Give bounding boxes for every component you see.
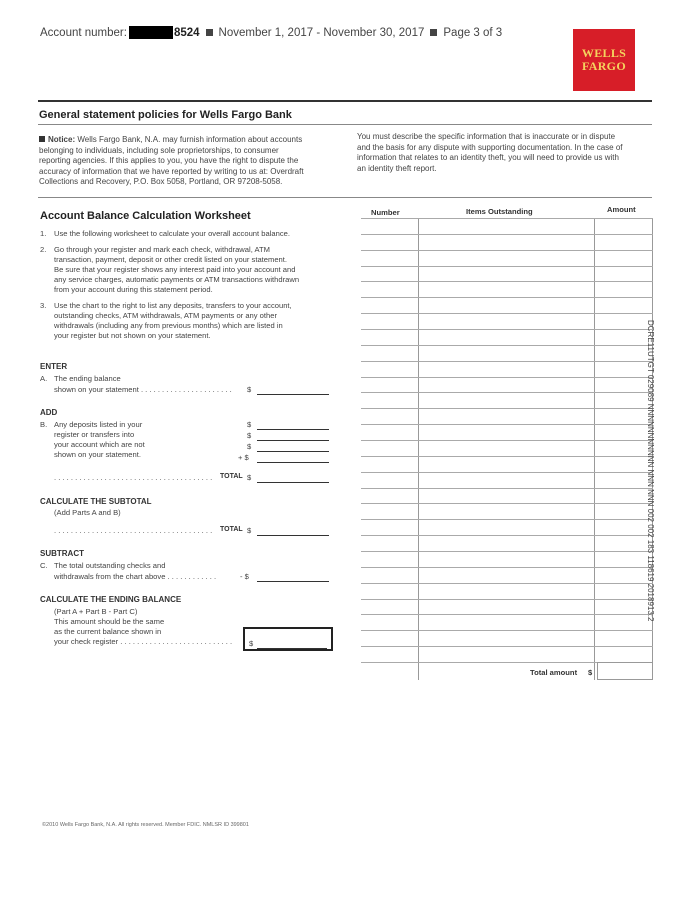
col-items-header: Items Outstanding [466,207,533,216]
table-row-line [361,472,653,473]
step-line: outstanding checks, ATM withdrawals, ATM payments or any other [54,311,277,320]
enter-line-2: shown on your statement . . . . . . . . . . . . . . . . . . . . . . [54,385,232,394]
ending-heading: CALCULATE THE ENDING BALANCE [40,595,182,604]
wells-fargo-logo [573,29,635,91]
add-total-dollar: $ [247,473,252,482]
table-row-line [361,519,653,520]
subtract-letter: C. [40,561,48,570]
table-row-line [361,297,653,298]
add-heading: ADD [40,408,58,417]
enter-input-line[interactable] [257,394,329,395]
add-input-line[interactable] [257,429,329,430]
add-input-line[interactable] [257,462,329,463]
notice-line: belonging to individuals, including sole proprietorships, to consumer [39,145,279,155]
table-row-line [361,630,653,631]
worksheet-title: Account Balance Calculation Worksheet [40,210,251,222]
total-amount-box[interactable] [597,662,653,680]
step-line: from your account during this statement period. [54,285,213,294]
table-row-line [361,440,653,441]
add-total-input-line[interactable] [257,482,329,483]
ending-line: This amount should be the same [54,617,165,626]
add-input-line[interactable] [257,451,329,452]
table-row-line [361,614,653,615]
step-line: any service charges, automatic payments or ATM transactions withdrawn [54,275,300,284]
table-row-line [361,408,653,409]
step-number: 1. [40,229,47,238]
enter-dollar: $ [247,385,252,394]
subtract-line-1: The total outstanding checks and [54,561,166,570]
table-row-line [361,218,653,219]
step-line: your register but not shown on your statement. [54,331,211,340]
step-number: 3. [40,301,47,310]
add-text [54,420,145,460]
table-row-line [361,424,653,425]
add-dollar: $ [247,420,252,429]
subtract-heading: SUBTRACT [40,549,84,558]
add-total-dots: . . . . . . . . . . . . . . . . . . . . . . . . . . . . . . . . . . . . . . [54,473,213,482]
step-1 [40,229,340,239]
table-row-line [361,345,653,346]
col-divider [594,218,595,680]
total-amount-label: Total amount [530,668,578,677]
policies-divider [38,124,652,125]
col-amount-header: Amount [607,205,636,214]
step-number: 2. [40,245,47,254]
add-line: register or transfers into [54,430,135,439]
step-line: transaction, payment, deposit or other credit listed on your statement. [54,255,287,264]
step-line: Go through your register and mark each check, withdrawal, ATM [54,245,270,254]
subtotal-total-label: TOTAL [220,526,243,533]
square-bullet-icon [206,29,213,36]
subtotal-total-dollar: $ [247,526,252,535]
logo-line-1: WELLS [581,46,627,60]
square-bullet-icon [39,136,45,142]
ending-dollar: $ [249,639,254,648]
col-number-header: Number [371,208,400,217]
subtract-input-line[interactable] [257,581,329,582]
add-input-line[interactable] [257,440,329,441]
subtotal-total-dots: . . . . . . . . . . . . . . . . . . . . . . . . . . . . . . . . . . . . . . [54,526,213,535]
add-total-label: TOTAL [220,473,243,480]
logo-line-2: FARGO [582,59,626,73]
ending-text [54,607,232,647]
header-divider [38,100,652,102]
dispute-line: information that relates to an identity theft, you will need to provide us with [357,153,619,162]
table-row-line [361,329,653,330]
notice-label: Notice: [48,135,76,144]
dispute-paragraph [357,132,657,174]
table-row-line [361,583,653,584]
worksheet-steps [40,229,340,341]
subtract-line-2: withdrawals from the chart above . . . . . . . . . . . . [54,572,217,581]
table-row-line [361,646,653,647]
footer-copyright: ©2010 Wells Fargo Bank, N.A. All rights reserved. Member FDIC. NMLSR ID 399801 [42,822,249,828]
dispute-line: an identity theft report. [357,163,437,173]
table-row-line [361,535,653,536]
subtotal-heading: CALCULATE THE SUBTOTAL [40,497,152,506]
notice-line: accuracy of information that we have reported by writing to us at: Overdraft [39,166,304,176]
add-line: shown on your statement. [54,450,141,459]
add-line: Any deposits listed in your [54,420,143,429]
section-divider [38,197,652,198]
add-dollar: $ [247,431,252,440]
subtotal-input-line[interactable] [257,535,329,536]
notice-line: reporting agencies. If this applies to you, you have the right to dispute the [39,156,299,165]
table-row-line [361,281,653,282]
statement-period: November 1, 2017 - November 30, 2017 [218,26,425,39]
add-dollar: + $ [238,453,249,462]
col-divider [418,218,419,680]
ending-line: as the current balance shown in [54,627,162,636]
table-row-line [361,250,653,251]
table-row-line [361,361,653,362]
ending-balance-box[interactable] [243,627,333,651]
table-row-line [361,377,653,378]
redacted-account-digits [129,26,173,39]
table-row-line [361,599,653,600]
add-line: your account which are not [54,440,145,449]
policies-title: General statement policies for Wells Fargo Bank [39,109,292,121]
dispute-line: and the basis for any dispute with supporting documentation. In the case of [357,142,623,152]
table-row-line [361,551,653,552]
enter-line-1: The ending balance [54,374,121,383]
subtract-dollar: - $ [240,572,249,581]
notice-paragraph [39,135,339,188]
table-row-line [361,234,653,235]
table-row-line [361,456,653,457]
table-row-line [361,567,653,568]
subtotal-line: (Add Parts A and B) [54,508,121,517]
ending-line: (Part A + Part B - Part C) [54,607,138,616]
add-dollar: $ [247,442,252,451]
account-number-label: Account number: [40,26,127,39]
ending-line: your check register . . . . . . . . . . . . . . . . . . . . . . . . . . . [54,637,233,646]
dispute-line: You must describe the specific information that is inaccurate or in dispute [357,132,616,141]
page-indicator: Page 3 of 3 [443,26,503,39]
outstanding-items-table [361,218,653,680]
table-row-line [361,503,653,504]
total-amount-dollar: $ [588,668,593,677]
step-line: Be sure that your register shows any interest paid into your account and [54,265,296,274]
square-bullet-icon [430,29,437,36]
step-line: Use the following worksheet to calculate your overall account balance. [54,229,290,238]
notice-line: Collections and Recovery, P.O. Box 5058, Portland, OR 97208-5058. [39,177,283,186]
account-number-tail: 8524 [173,26,200,39]
step-line: withdrawals (including any from previous months) which are listed in [54,321,283,330]
table-row-line [361,313,653,314]
table-row-line [361,488,653,489]
table-row-line [361,266,653,267]
step-3 [40,301,340,341]
statement-header [40,26,502,39]
step-line: Use the chart to the right to list any deposits, transfers to your account, [54,301,292,310]
add-letter: B. [40,420,48,429]
table-row-line [361,392,653,393]
side-code: DCRE11UTGT 029089 NNNNNNNNNNN NNN NNN 002 002 183 118619 2018913:2 [646,320,655,622]
enter-letter: A. [40,374,48,383]
step-2 [40,245,340,295]
ending-input-line [257,648,327,649]
enter-heading: ENTER [40,362,68,371]
notice-line: Wells Fargo Bank, N.A. may furnish information about accounts [75,135,303,144]
